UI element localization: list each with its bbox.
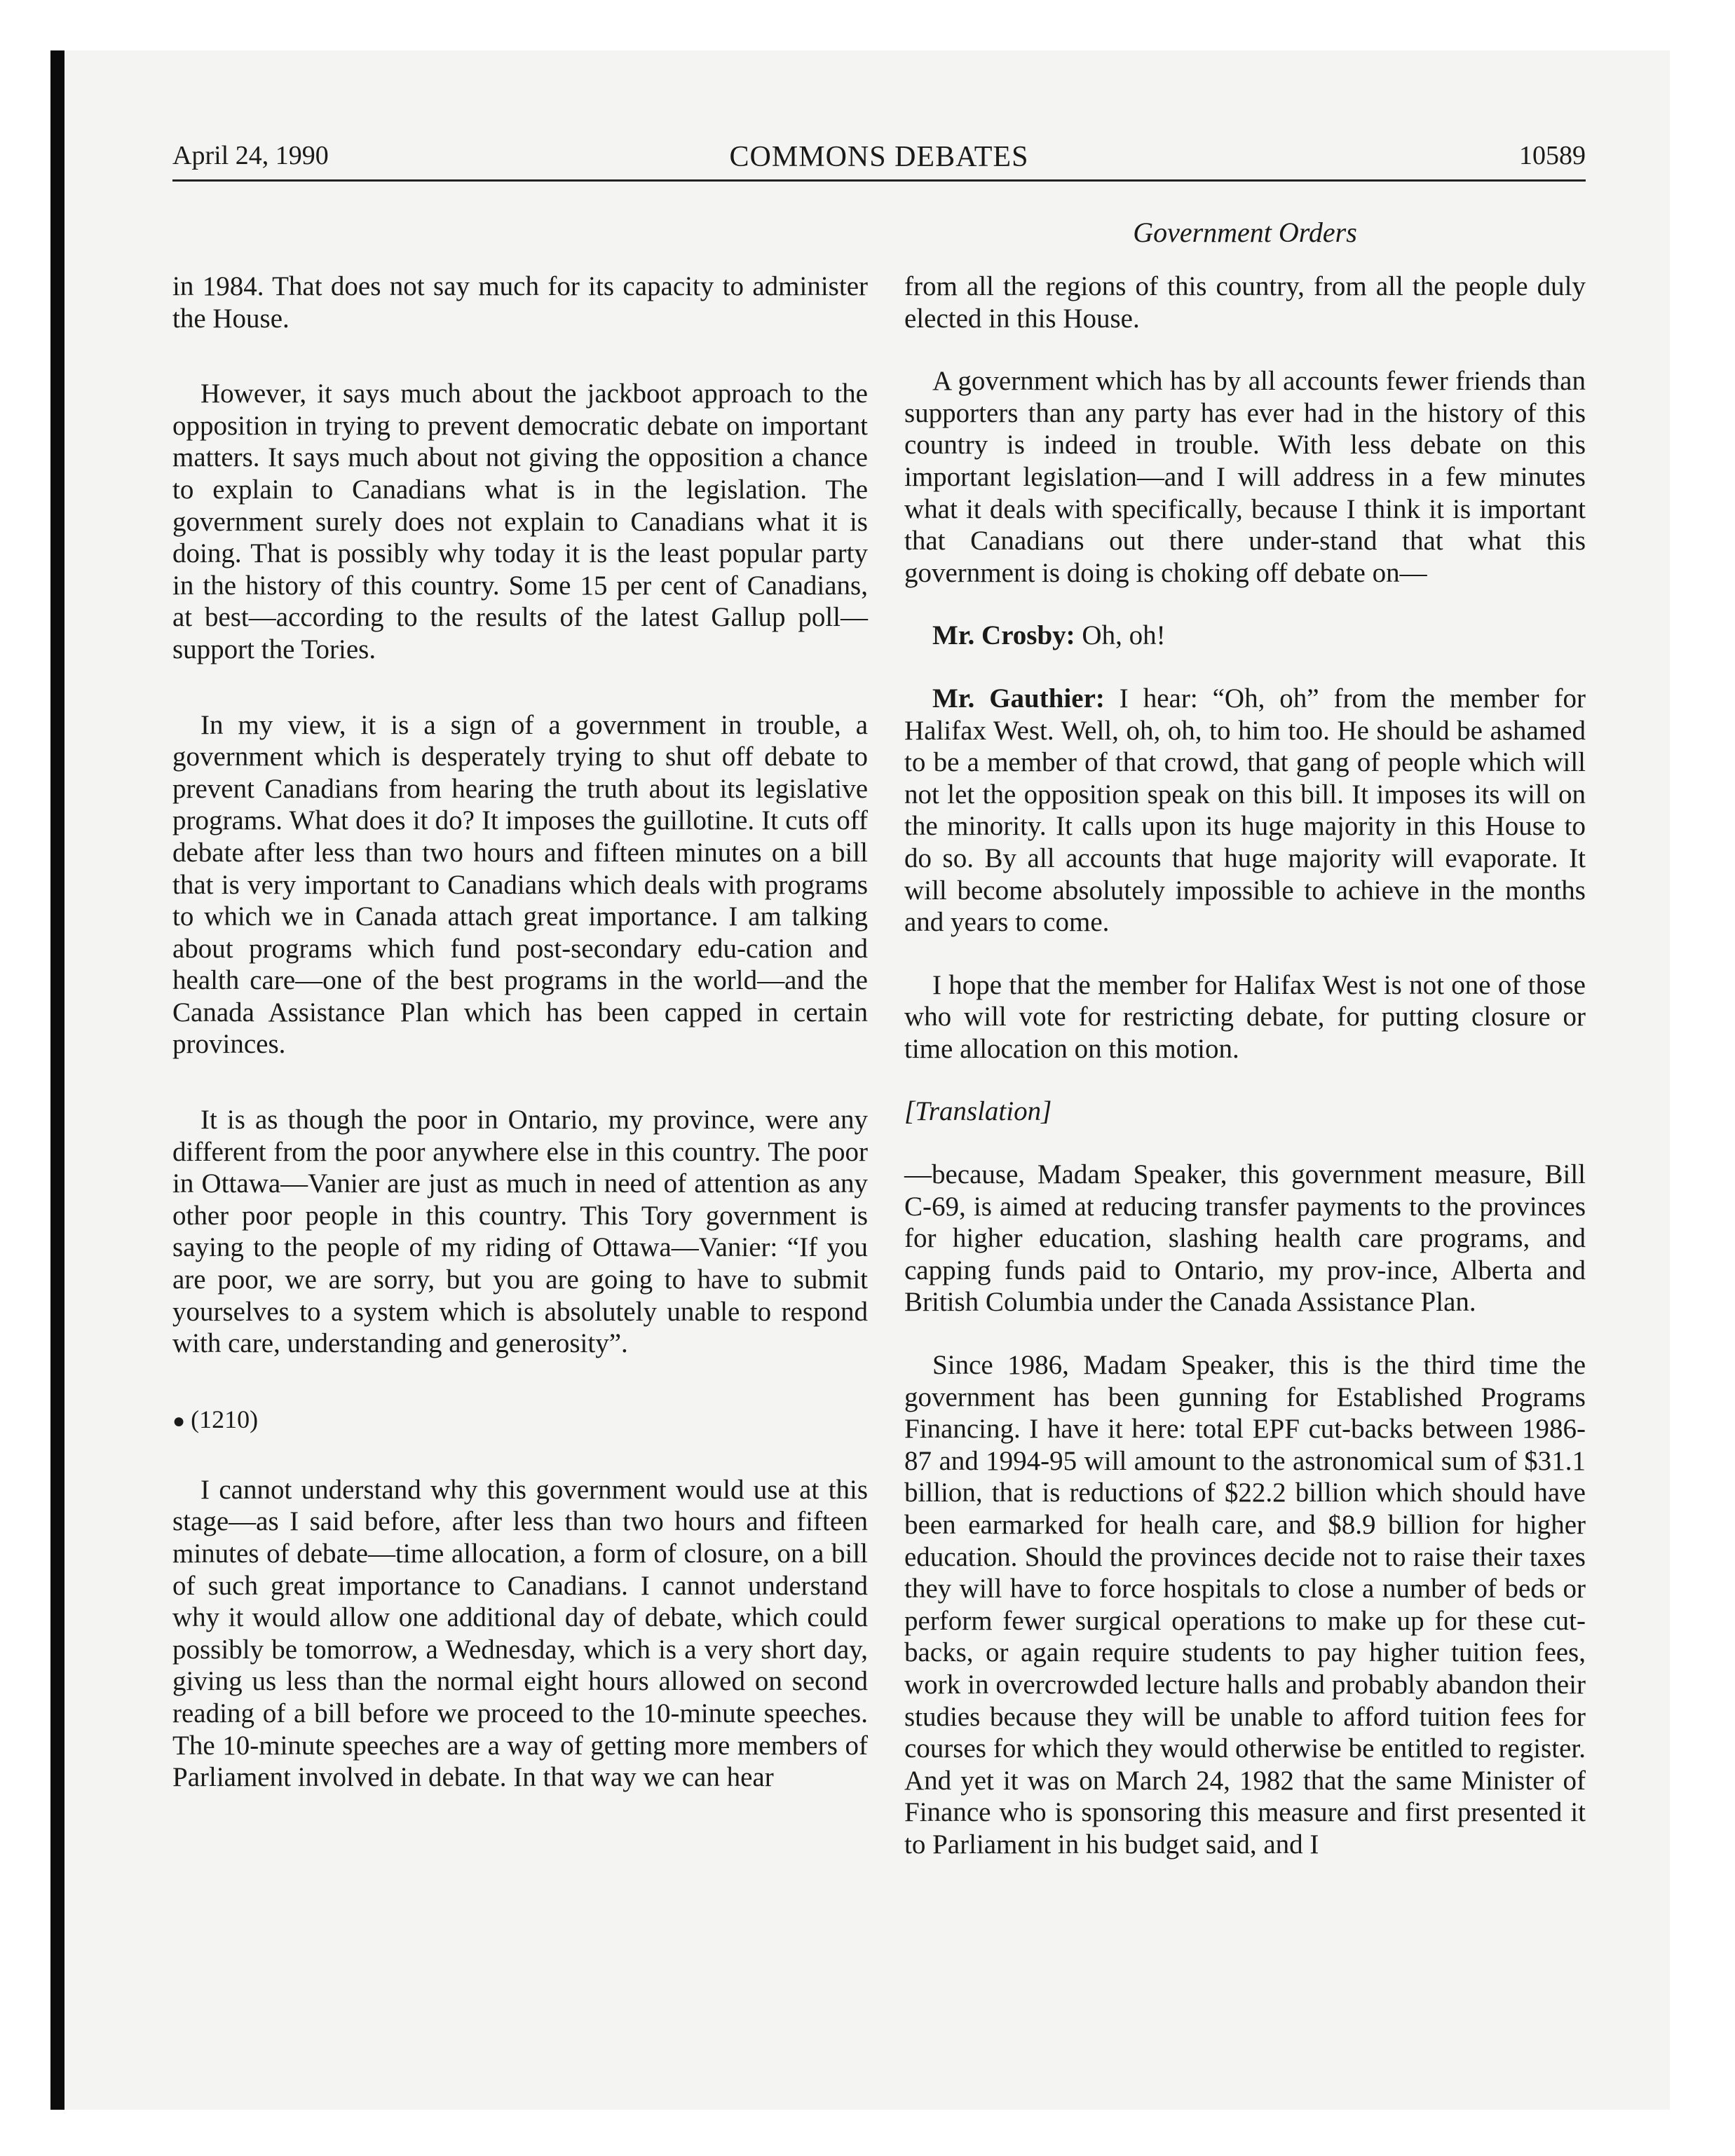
paragraph: A government which has by all accounts fewer friends than supporters than any party has ever had in the history of this country is indeed in trouble. With less debate on this important legislation—and I will address in a few minutes what it deals with specifically, because I think it is important that Canadians out there under-stand that what this government is doing is choking off debate on—	[904, 366, 1586, 588]
right-column	[904, 271, 1586, 1892]
translation-marker: [Translation]	[904, 1096, 1052, 1127]
paragraph: from all the regions of this country, from all the people duly elected in this House.	[904, 271, 1586, 334]
speech-text: I hear: “Oh, oh” from the member for Halifax West. Well, oh, oh, to him too. He should be ashamed to be a member of that crowd, that gang of people which will not let the opposition speak on this bill. It imposes its will on the minority. It calls upon its huge majority in this House to do so. By all accounts that huge majority will evaporate. It will become absolutely impossible to achieve in the months and years to come.	[904, 683, 1586, 938]
speaker-name: Mr. Gauthier:	[932, 683, 1105, 714]
page-header	[172, 140, 1586, 182]
left-column	[172, 271, 868, 1824]
header-title: COMMONS DEBATES	[729, 141, 1029, 173]
header-page-number: 10589	[1519, 141, 1586, 170]
bullet-icon: ●	[172, 1409, 186, 1433]
paragraph: —because, Madam Speaker, this government measure, Bill C-69, is aimed at reducing transfer payments to the provinces for higher education, slashing health care programs, and capping funds paid to Ontario, my prov-ince, Alberta and British Columbia under the Canada Assistance Plan.	[904, 1159, 1586, 1318]
speech-text: Oh, oh!	[1075, 620, 1166, 651]
speech-crosby	[904, 620, 1586, 652]
time-marker	[172, 1403, 868, 1438]
paragraph: However, it says much about the jackboot approach to the opposition in trying to prevent democratic debate on important matters. It says much about not giving the opposition a chance to explain to Canadians what is in the legislation. The government surely does not explain to Canadians what it is doing. That is possibly why today it is the least popular party in the history of this country. Some 15 per cent of Canadians, at best—according to the results of the latest Gallup poll—support the Tories.	[172, 378, 868, 664]
paragraph: It is as though the poor in Ontario, my province, were any different from the poor anywhere else in this country. The poor in Ottawa—Vanier are just as much in need of attention as any other poor people in this country. This Tory government is saying to the people of my riding of Ottawa—Vanier: “If you are poor, we are sorry, but you are going to have to submit yourselves to a system which is absolutely unable to respond with care, understanding and generosity”.	[172, 1105, 868, 1359]
paragraph: In my view, it is a sign of a government in trouble, a government which is desperately trying to shut off debate to prevent Canadians from hearing the truth about its legislative programs. What does it do? It imposes the guillotine. It cuts off debate after less than two hours and fifteen minutes on a bill that is very important to Canadians which deals with programs to which we in Canada attach great importance. I am talking about programs which fund post-secondary edu-cation and health care—one of the best programs in the world—and the Canada Assistance Plan which has been capped in certain provinces.	[172, 709, 868, 1060]
header-date: April 24, 1990	[172, 141, 329, 170]
speech-gauthier	[904, 683, 1586, 939]
paragraph: I cannot understand why this government would use at this stage—as I said before, after less than two hours and fifteen minutes of debate—time allocation, a form of closure, on a bill of such great importance to Canadians. I cannot understand why it would allow one additional day of debate, which could possibly be tomorrow, a Wednesday, which is a very short day, giving us less than the normal eight hours allowed on second reading of a bill before we proceed to the 10-minute speeches. The 10-minute speeches are a way of getting more members of Parliament involved in debate. In that way we can hear	[172, 1474, 868, 1793]
paragraph: I hope that the member for Halifax West is not one of those who will vote for restricting debate, for putting closure or time allocation on this motion.	[904, 969, 1586, 1064]
section-label: Government Orders	[1133, 217, 1357, 248]
paragraph: Since 1986, Madam Speaker, this is the third time the government has been gunning for Established Programs Financing. I have it here: total EPF cut-backs between 1986-87 and 1994-95 will amount to the astronomical sum of $31.1 billion, that is reductions of $22.2 billion which should have been earmarked for healh care, and $8.9 billion for higher education. Should the provinces decide not to raise their taxes they will have to force hospitals to close a number of beds or perform fewer surgical operations to make up for these cut-backs, or again require students to pay higher tuition fees, work in overcrowded lecture halls and probably abandon their studies because they will be unable to afford tuition fees for courses for which they would otherwise be entitled to register. And yet it was on March 24, 1982 that the same Minister of Finance who is sponsoring this measure and first presented it to Parliament in his budget said, and I	[904, 1350, 1586, 1860]
scan-edge-bar	[50, 50, 64, 2110]
time-marker-text: (1210)	[191, 1405, 259, 1433]
speaker-name: Mr. Crosby:	[932, 620, 1075, 651]
paragraph: in 1984. That does not say much for its capacity to administer the House.	[172, 271, 868, 334]
